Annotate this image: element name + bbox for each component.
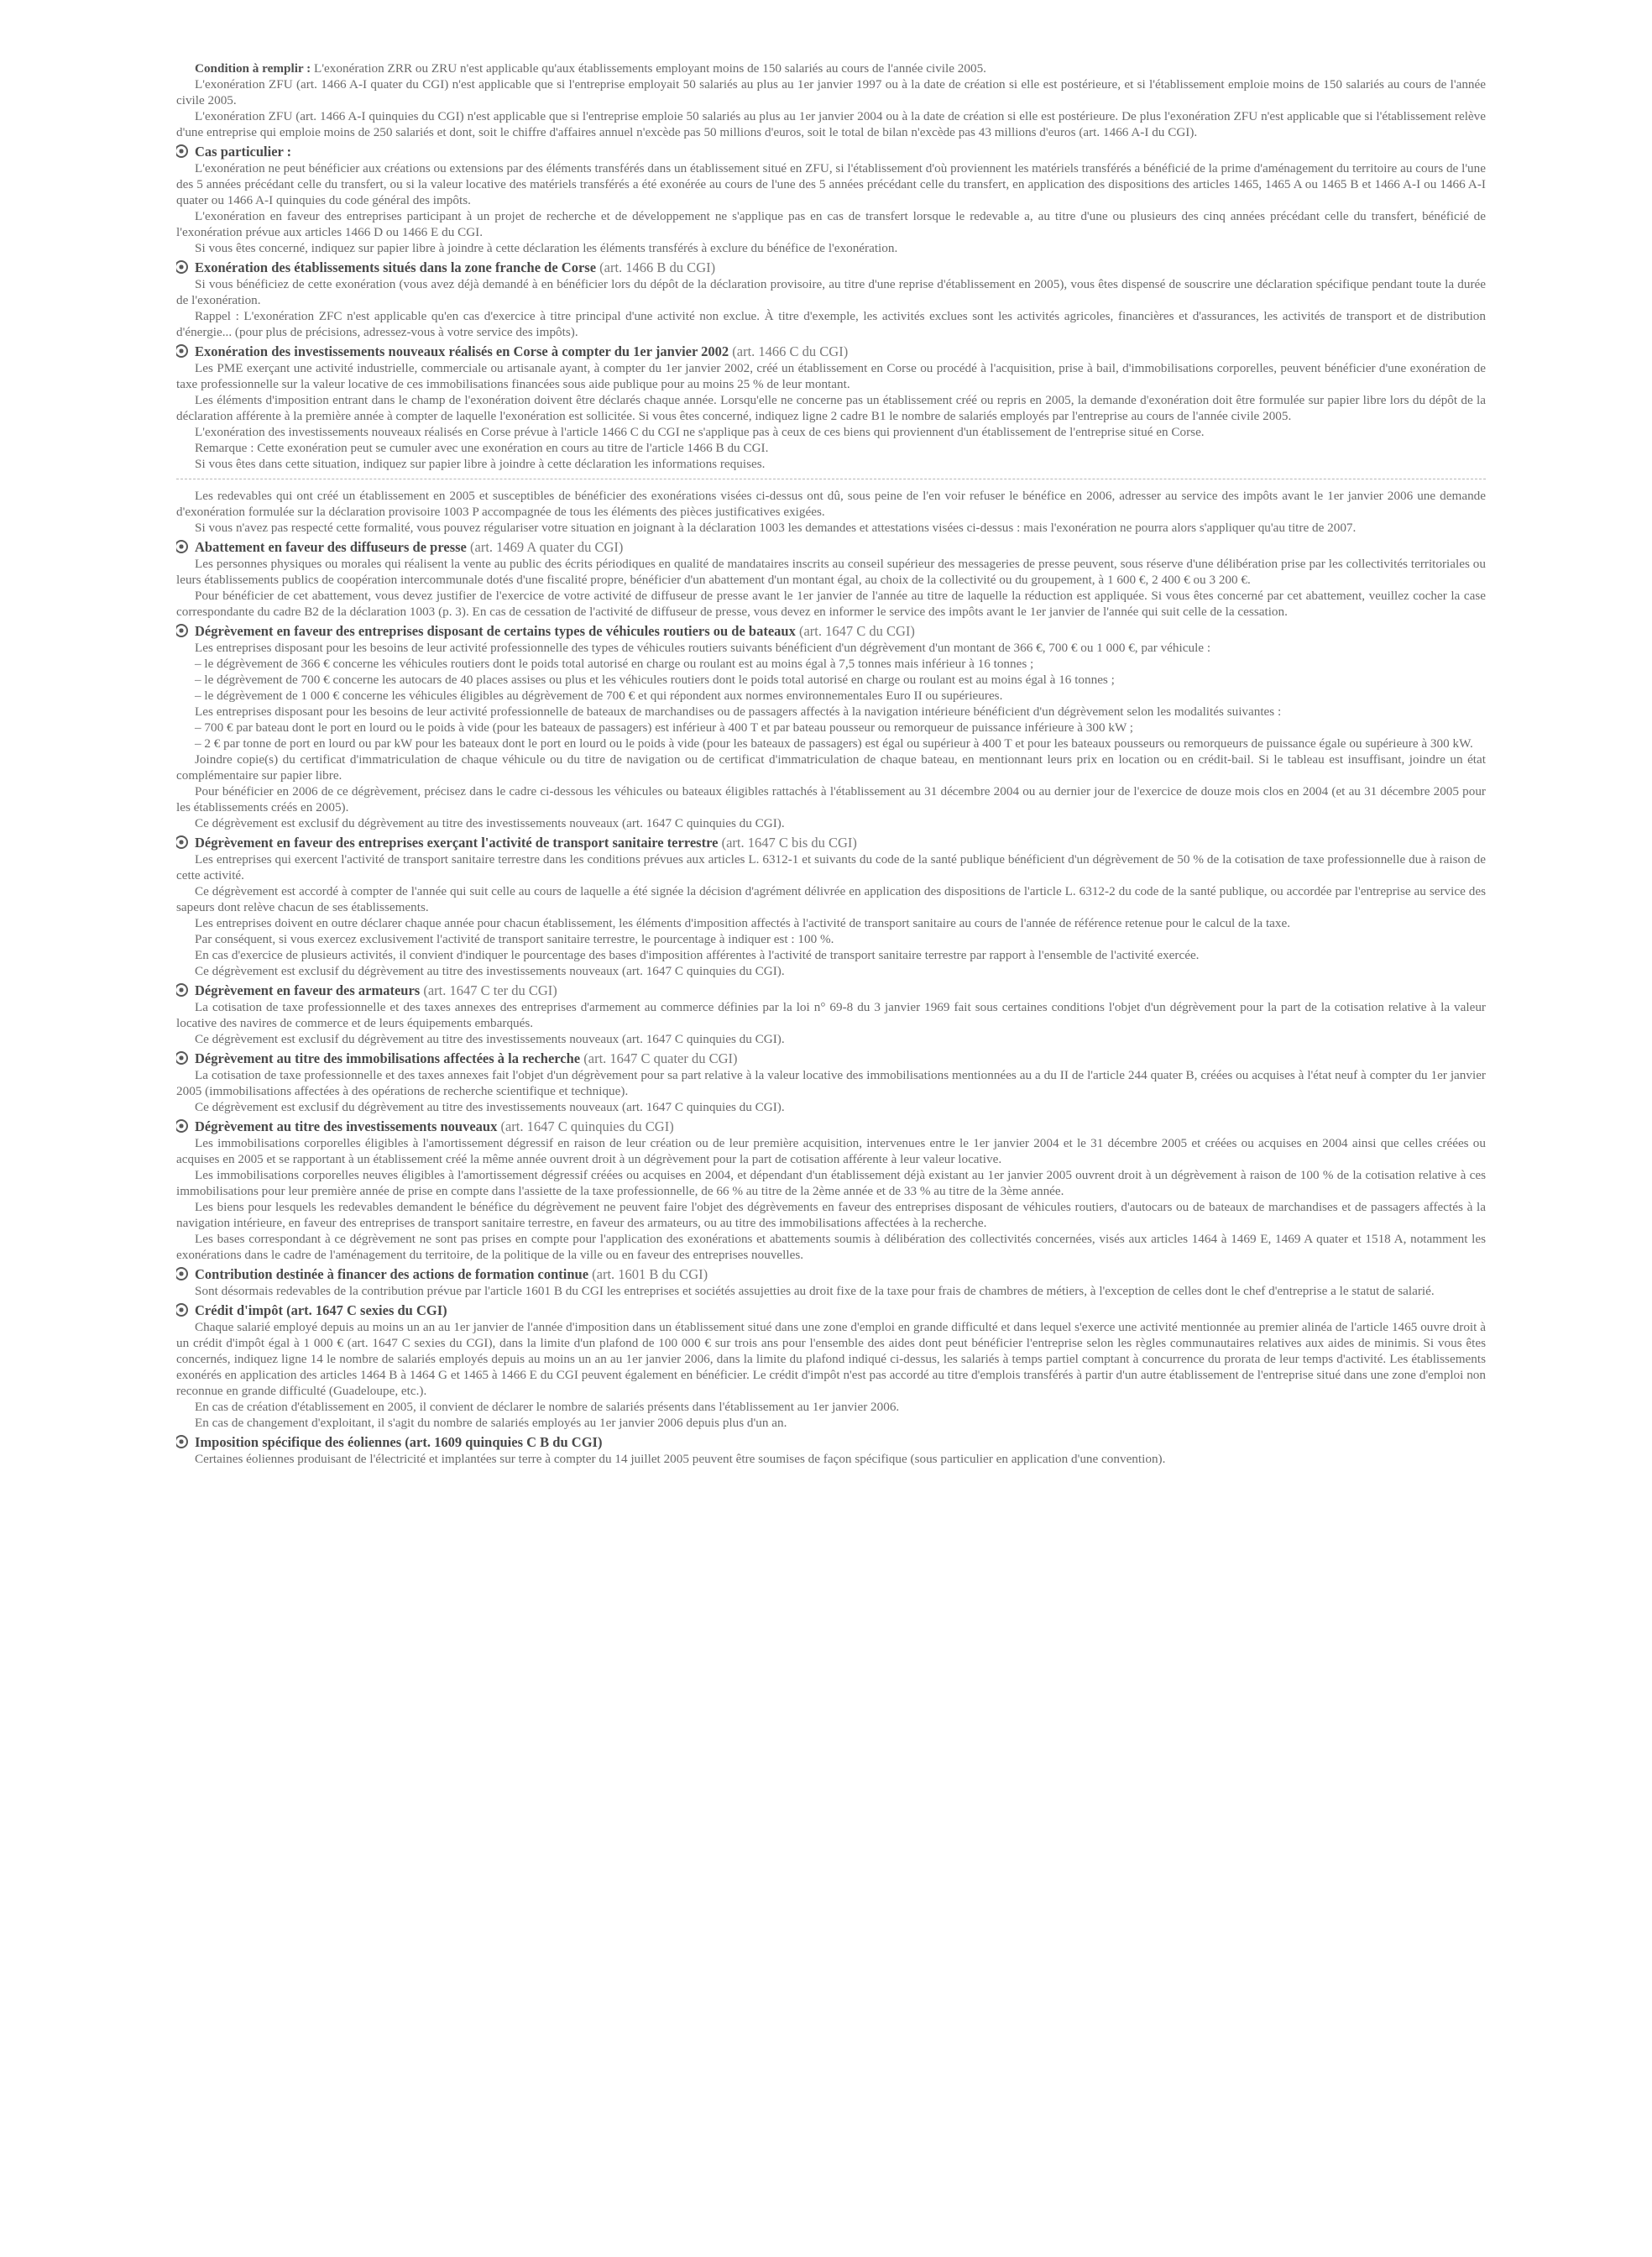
- section-heading: [176, 1118, 1486, 1135]
- section-block: [176, 835, 1486, 979]
- paragraph: Les entreprises qui exercent l'activité de transport sanitaire terrestre dans les conditions prévues aux articles L. 6312-1 et suivants du code de la santé publique bénéficient d'un dégrèvement de 50 % de la cotisation de taxe professionnelle due à raison de cette activité.: [176, 852, 1486, 882]
- paragraph: Les redevables qui ont créé un établissement en 2005 et susceptibles de bénéficier des exonérations visées ci-dessus ont dû, sous peine de l'en voir refuser le bénéfice en 2006, adresser au service des impôts avant le 1er janvier 2006 une demande d'exonération formulée sur la déclaration provisoire 1003 P accompagnée de tous les éléments des pièces justificatives exigées.: [176, 489, 1486, 519]
- section-heading-text: Imposition spécifique des éoliennes (art. 1609 quinquies C B du CGI): [195, 1434, 603, 1450]
- paragraph: Ce dégrèvement est exclusif du dégrèvement au titre des investissements nouveaux (art. 1647 C quinquies du CGI).: [195, 1100, 785, 1114]
- section-heading: [176, 1302, 1486, 1319]
- paragraph: Si vous êtes dans cette situation, indiquez sur papier libre à joindre à cette déclaration les informations requises.: [195, 457, 766, 471]
- section-heading-text: Abattement en faveur des diffuseurs de presse: [195, 539, 467, 555]
- section-block: [176, 623, 1486, 831]
- bullet-icon: [176, 1119, 188, 1133]
- paragraph: La cotisation de taxe professionnelle et des taxes annexes fait l'objet d'un dégrèvement pour sa part relative à la valeur locative des immobilisations mentionnées au a du II de l'article 244 quater B, créées ou acquises à l'état neuf à compter du 1er janvier 2005 (immobilisations affectées à des opérations de recherche scientifique et technique).: [176, 1068, 1486, 1098]
- paragraph: L'exonération ZFU (art. 1466 A-I quinquies du CGI) n'est applicable que si l'entreprise emploie 50 salariés au plus au 1er janvier 2004 ou à la date de création si elle est postérieure. De plus l'exonération ZFU n'est applicable que si l'établissement relève d'une entreprise qui emploie moins de 250 salariés et dont, soit le chiffre d'affaires annuel n'excède pas 50 millions d'euros, soit le total de bilan n'excède pas 43 millions d'euros (art. 1466 A-I du CGI).: [176, 109, 1486, 139]
- paragraph: Les immobilisations corporelles neuves éligibles à l'amortissement dégressif créées ou acquises en 2004, et dépendant d'un établissement déjà existant au 1er janvier 2005 ouvrent droit à un dégrèvement à raison de 100 % de la cotisation relative à ces immobilisations pour leur première année de prise en compte dans l'assiette de la taxe professionnelle, de 66 % au titre de la 2ème année et de 33 % au titre de la 3ème année.: [176, 1168, 1486, 1198]
- paragraph: Les immobilisations corporelles éligibles à l'amortissement dégressif en raison de leur création ou de leur première acquisition, intervenues entre le 1er janvier 2004 et le 31 décembre 2005 et créées ou acquises en 2004 ainsi que celles créées ou acquises en 2005 et se rapportant à un établissement créé la même année ouvrent droit à un dégrèvement pour la part de cotisation afférente à leur valeur locative.: [176, 1136, 1486, 1166]
- section-heading: [176, 835, 1486, 851]
- section-block: [176, 1302, 1486, 1431]
- bullet-icon: [176, 1051, 188, 1065]
- paragraph: Les personnes physiques ou morales qui réalisent la vente au public des écrits périodiques en qualité de mandataires inscrits au conseil supérieur des messageries de presse peuvent, sous réserve d'une délibération prise par les collectivités territoriales ou leurs établissements publics de coopération intercommunale dotés d'une fiscalité propre, bénéficier d'un abattement d'un montant égal, au choix de la collectivité ou du groupement, à 1 600 €, 2 400 € ou 3 200 €.: [176, 557, 1486, 587]
- section-reference: (art. 1647 C quater du CGI): [583, 1050, 738, 1066]
- bullet-icon: [176, 144, 188, 158]
- paragraph: Les biens pour lesquels les redevables demandent le bénéfice du dégrèvement ne peuvent faire l'objet des dégrèvements en faveur des entreprises disposant de véhicules routiers, d'autocars ou de bateaux de marchandises et de passagers affectés à la navigation intérieure, en faveur des entreprises de transport sanitaire terrestre, en faveur des armateurs, ou au titre des immobilisations affectées à la recherche.: [176, 1200, 1486, 1230]
- paragraph: L'exonération des investissements nouveaux réalisés en Corse prévue à l'article 1466 C du CGI ne s'applique pas à ceux de ces biens qui proviennent d'un établissement de l'entreprise situé en Corse.: [195, 425, 1205, 439]
- paragraph: L'exonération en faveur des entreprises participant à un projet de recherche et de développement ne s'applique pas en cas de transfert lorsque le redevable a, au titre d'une ou plusieurs des cinq années précédant celle du transfert, bénéficié de l'exonération prévue aux articles 1466 D ou 1466 E du CGI.: [176, 209, 1486, 239]
- section-block: [176, 144, 1486, 256]
- paragraph: Les entreprises disposant pour les besoins de leur activité professionnelle des types de véhicules routiers suivants bénéficient d'un dégrèvement d'un montant de 366 €, 700 € ou 1 000 €, par véhicule :: [195, 641, 1211, 655]
- paragraph: Ce dégrèvement est exclusif du dégrèvement au titre des investissements nouveaux (art. 1647 C quinquies du CGI).: [195, 816, 785, 830]
- paragraph: Si vous bénéficiez de cette exonération (vous avez déjà demandé à en bénéficier lors du dépôt de la déclaration provisoire, au titre d'une reprise d'établissement en 2005), vous êtes dispensé de souscrire une déclaration spécifique pendant toute la durée de l'exonération.: [176, 277, 1486, 307]
- paragraph: Les bases correspondant à ce dégrèvement ne sont pas prises en compte pour l'application des exonérations et abattements soumis à délibération des collectivités concernées, visés aux articles 1464 à 1469 E, 1469 A quater et 1518 A, notamment les exonérations dans le cadre de l'aménagement du territoire, de la politique de la ville ou en faveur des entreprises nouvelles.: [176, 1232, 1486, 1262]
- paragraph: Certaines éoliennes produisant de l'électricité et implantées sur terre à compter du 14 juillet 2005 peuvent être soumises de façon spécifique (sous particulier en application d'une convention).: [195, 1452, 1166, 1466]
- paragraph: Les éléments d'imposition entrant dans le champ de l'exonération doivent être déclarés chaque année. Lorsqu'elle ne concerne pas un établissement créé ou repris en 2005, la demande d'exonération doit être formulée sur papier libre lors du dépôt de la déclaration afférente à la première année à compter de laquelle l'exonération est sollicitée. Si vous êtes concerné, indiquez ligne 2 cadre B1 le nombre de salariés employés par l'entreprise au cours de l'année civile 2005.: [176, 393, 1486, 423]
- section-heading: [176, 982, 1486, 999]
- section-reference: (art. 1469 A quater du CGI): [470, 539, 624, 555]
- paragraph: Les entreprises doivent en outre déclarer chaque année pour chacun établissement, les éléments d'imposition affectés à l'activité de transport sanitaire au cours de l'année de référence retenue pour le calcul de la taxe.: [195, 916, 1291, 930]
- paragraph: Chaque salarié employé depuis au moins un an au 1er janvier de l'année d'imposition dans un établissement situé dans une zone d'emploi en grande difficulté et dans lequel s'exerce une activité mentionnée au premier alinéa de l'article 1465 ouvre droit à un crédit d'impôt égal à 1 000 € (art. 1647 C sexies du CGI), dans la limite d'un plafond de 100 000 € sur trois ans pour l'ensemble des aides dont peut bénéficier l'entreprise selon les règles communautaires relatives aux aides de minimis. Si vous êtes concernés, indiquez ligne 14 le nombre de salariés employés depuis au moins un an au 1er janvier 2006, dans la limite du plafond indiqué ci-dessus, les salariés à temps partiel comptant à concurrence du prorata de leur temps d'activité. Les établissements exonérés en application des articles 1464 B à 1464 G et 1465 à 1466 E du CGI peuvent également en bénéficier. Le crédit d'impôt n'est pas accordé au titre d'emplois transférés à partir d'un autre établissement de l'entreprise situé dans une zone d'emploi non reconnue en grande difficulté (Guadeloupe, etc.).: [176, 1320, 1486, 1398]
- section-reference: (art. 1647 C bis du CGI): [721, 835, 857, 851]
- bullet-item: – le dégrèvement de 366 € concerne les véhicules routiers dont le poids total autorisé en charge ou roulant est au moins égal à 7,5 tonnes mais inférieur à 16 tonnes ;: [195, 657, 1034, 671]
- section-heading-text: Dégrèvement en faveur des entreprises disposant de certains types de véhicules routiers ou de bateaux: [195, 623, 796, 639]
- paragraph-lead: Condition à remplir :: [195, 61, 311, 76]
- section-block: [176, 479, 1486, 536]
- paragraph: Par conséquent, si vous exercez exclusivement l'activité de transport sanitaire terrestre, le pourcentage à indiquer est : 100 %.: [195, 932, 834, 946]
- paragraph-text: L'exonération ZRR ou ZRU n'est applicable qu'aux établissements employant moins de 150 salariés au cours de l'année civile 2005.: [314, 61, 986, 76]
- paragraph: Les entreprises disposant pour les besoins de leur activité professionnelle de bateaux de marchandises ou de passagers affectés à la navigation intérieure bénéficient d'un dégrèvement selon les modalités suivantes :: [195, 704, 1282, 719]
- section-block: [176, 982, 1486, 1047]
- section-reference: (art. 1601 B du CGI): [592, 1266, 708, 1282]
- section-heading-text: Dégrèvement en faveur des entreprises exerçant l'activité de transport sanitaire terrestre: [195, 835, 719, 851]
- section-block: [176, 343, 1486, 472]
- bullet-item: – 2 € par tonne de port en lourd ou par kW pour les bateaux dont le port en lourd ou le poids à vide (pour les bateaux de passagers) est égal ou supérieur à 400 T et pour les bateaux pousseurs ou remorqueurs de puissance égale ou supérieure à 300 kW.: [195, 736, 1473, 751]
- section-heading: [176, 259, 1486, 276]
- paragraph: En cas de création d'établissement en 2005, il convient de déclarer le nombre de salariés présents dans l'établissement au 1er janvier 2006.: [195, 1400, 900, 1414]
- bullet-icon: [176, 260, 188, 274]
- section-heading: [176, 1434, 1486, 1451]
- section-heading-text: Exonération des établissements situés dans la zone franche de Corse: [195, 259, 597, 275]
- bullet-icon: [176, 1303, 188, 1317]
- section-heading-text: Cas particulier :: [195, 144, 292, 160]
- paragraph: En cas d'exercice de plusieurs activités, il convient d'indiquer le pourcentage des bases d'imposition afférentes à l'activité de transport sanitaire terrestre par rapport à l'ensemble de l'activité exercée.: [195, 948, 1200, 962]
- document-page: [176, 60, 1486, 2235]
- section-heading: [176, 1050, 1486, 1067]
- section-heading-text: Dégrèvement au titre des investissements nouveaux: [195, 1118, 498, 1134]
- section-block: [176, 259, 1486, 340]
- section-reference: (art. 1647 C quinquies du CGI): [500, 1118, 674, 1134]
- paragraph: Ce dégrèvement est accordé à compter de l'année qui suit celle au cours de laquelle a été signée la décision d'agrément délivrée en application des dispositions de l'article L. 6312-2 du code de la santé publique, ou accordée par l'entreprise au service des sapeurs dont relève chacun de ses établissements.: [176, 884, 1486, 914]
- section-heading: [176, 1266, 1486, 1283]
- section-heading-text: Dégrèvement au titre des immobilisations affectées à la recherche: [195, 1050, 581, 1066]
- bullet-icon: [176, 344, 188, 358]
- section-block: [176, 1434, 1486, 1467]
- paragraph: Sont désormais redevables de la contribution prévue par l'article 1601 B du CGI les entreprises et sociétés assujetties au droit fixe de la taxe pour frais de chambres de métiers, à l'exception de celles dont le chef d'entreprise a le statut de salarié.: [195, 1284, 1435, 1298]
- section-block: [176, 1118, 1486, 1263]
- bullet-icon: [176, 1267, 188, 1280]
- section-heading: [176, 144, 1486, 160]
- paragraph: Si vous n'avez pas respecté cette formalité, vous pouvez régulariser votre situation en joignant à la déclaration 1003 les demandes et attestations visées ci-dessus : mais l'exonération ne pourra alors s'appliquer qu'au titre de 2007.: [195, 521, 1357, 535]
- bullet-item: – 700 € par bateau dont le port en lourd ou le poids à vide (pour les bateaux de passagers) est inférieur à 400 T et par bateau pousseur ou remorqueur de puissance inférieure à 300 kW ;: [195, 720, 1134, 735]
- section-heading: [176, 343, 1486, 360]
- paragraph: Remarque : Cette exonération peut se cumuler avec une exonération en cours au titre de l'article 1466 B du CGI.: [195, 441, 769, 455]
- paragraph: Les PME exerçant une activité industrielle, commerciale ou artisanale ayant, à compter du 1er janvier 2002, créé un établissement en Corse ou procédé à l'acquisition, prise à bail, d'immobilisations corporelles, peuvent bénéficier d'une exonération de taxe professionnelle sur la valeur locative de ces immobilisations financées sous aide publique pour au moins 25 % de leur montant.: [176, 361, 1486, 391]
- paragraph: En cas de changement d'exploitant, il s'agit du nombre de salariés employés au 1er janvier 2006 depuis plus d'un an.: [195, 1416, 787, 1430]
- section-reference: (art. 1647 C du CGI): [798, 623, 915, 639]
- section-heading: [176, 539, 1486, 556]
- section-reference: (art. 1466 C du CGI): [732, 343, 849, 359]
- bullet-icon: [176, 983, 188, 997]
- paragraph: Rappel : L'exonération ZFC n'est applicable qu'en cas d'exercice à titre principal d'une activité non exclue. À titre d'exemple, les activités exclues sont les activités agricoles, financières et d'assurances, les activités de transport et de distribution d'énergie... (pour plus de précisions, adressez-vous à votre service des impôts).: [176, 309, 1486, 339]
- section-heading-text: Dégrèvement en faveur des armateurs: [195, 982, 421, 998]
- bullet-icon: [176, 540, 188, 553]
- section-block: [176, 1266, 1486, 1299]
- bullet-item: – le dégrèvement de 1 000 € concerne les véhicules éligibles au dégrèvement de 700 € et qui répondent aux normes environnementales Euro II ou supérieures.: [195, 689, 1003, 703]
- paragraph: L'exonération ne peut bénéficier aux créations ou extensions par des éléments transférés dans un établissement situé en ZFU, si l'établissement d'où proviennent les matériels transférés a bénéficié de la prime d'aménagement du territoire au cours de l'une des 5 années précédant celle du transfert, ou si la valeur locative des matériels transférés a été exonérée au cours de l'une des 5 années précédant celle du transfert, en application des dispositions des articles 1465, 1465 A ou 1465 B et 1466 A-I ou 1466 A-I quater ou 1466 A-I quinquies du code général des impôts.: [176, 161, 1486, 207]
- section-heading-text: Exonération des investissements nouveaux réalisés en Corse à compter du 1er janvier 2002: [195, 343, 729, 359]
- paragraph: Pour bénéficier de cet abattement, vous devez justifier de l'exercice de votre activité de diffuseur de presse avant le 1er janvier de l'année au titre de laquelle la réduction est appliquée. Si vous êtes concerné par cet abattement, veuillez cocher la case correspondante du cadre B2 de la déclaration 1003 (p. 3). En cas de cessation de l'activité de diffuseur de presse, vous devez en informer le service des impôts avant le 1er janvier de l'année qui suit celle de la cessation.: [176, 589, 1486, 619]
- paragraph: Pour bénéficier en 2006 de ce dégrèvement, précisez dans le cadre ci-dessous les véhicules ou bateaux éligibles rattachés à l'établissement au 31 décembre 2004 ou au dernier jour de l'exercice de douze mois clos en 2004 (et au 31 décembre 2005 pour les établissements créés en 2005).: [176, 784, 1486, 814]
- paragraph: Ce dégrèvement est exclusif du dégrèvement au titre des investissements nouveaux (art. 1647 C quinquies du CGI).: [195, 1032, 785, 1046]
- section-block: [176, 539, 1486, 620]
- section-block: [176, 60, 1486, 140]
- section-reference: (art. 1466 B du CGI): [599, 259, 716, 275]
- bullet-icon: [176, 624, 188, 637]
- bullet-item: – le dégrèvement de 700 € concerne les autocars de 40 places assises ou plus et les véhicules routiers dont le poids total autorisé en charge ou roulant est au moins égal à 16 tonnes ;: [195, 673, 1115, 687]
- paragraph: Si vous êtes concerné, indiquez sur papier libre à joindre à cette déclaration les éléments transférés à exclure du bénéfice de l'exonération.: [195, 241, 898, 255]
- paragraph: L'exonération ZFU (art. 1466 A-I quater du CGI) n'est applicable que si l'entreprise employait 50 salariés au plus au 1er janvier 1997 ou à la date de création si elle est postérieure, et si l'établissement emploie moins de 150 salariés au cours de l'année civile 2005.: [176, 77, 1486, 107]
- paragraph: La cotisation de taxe professionnelle et des taxes annexes des entreprises d'armement au commerce définies par la loi n° 69-8 du 3 janvier 1969 fait sous certaines conditions l'objet d'un dégrèvement pour la part de la cotisation relative à la valeur locative des navires de commerce et de leurs équipements embarqués.: [176, 1000, 1486, 1030]
- section-heading-text: Contribution destinée à financer des actions de formation continue: [195, 1266, 589, 1282]
- section-heading-text: Crédit d'impôt (art. 1647 C sexies du CGI): [195, 1302, 447, 1318]
- bullet-icon: [176, 1435, 188, 1448]
- section-reference: (art. 1647 C ter du CGI): [423, 982, 557, 998]
- paragraph: Joindre copie(s) du certificat d'immatriculation de chaque véhicule ou du titre de navigation ou de certificat d'immatriculation de chaque bateau, en mentionnant leurs prix en location ou en crédit-bail. Si le tableau est insuffisant, joindre un état complémentaire sur papier libre.: [176, 752, 1486, 783]
- paragraph: Ce dégrèvement est exclusif du dégrèvement au titre des investissements nouveaux (art. 1647 C quinquies du CGI).: [195, 964, 785, 978]
- section-block: [176, 1050, 1486, 1115]
- section-heading: [176, 623, 1486, 640]
- bullet-icon: [176, 835, 188, 849]
- paragraph: [176, 60, 1486, 76]
